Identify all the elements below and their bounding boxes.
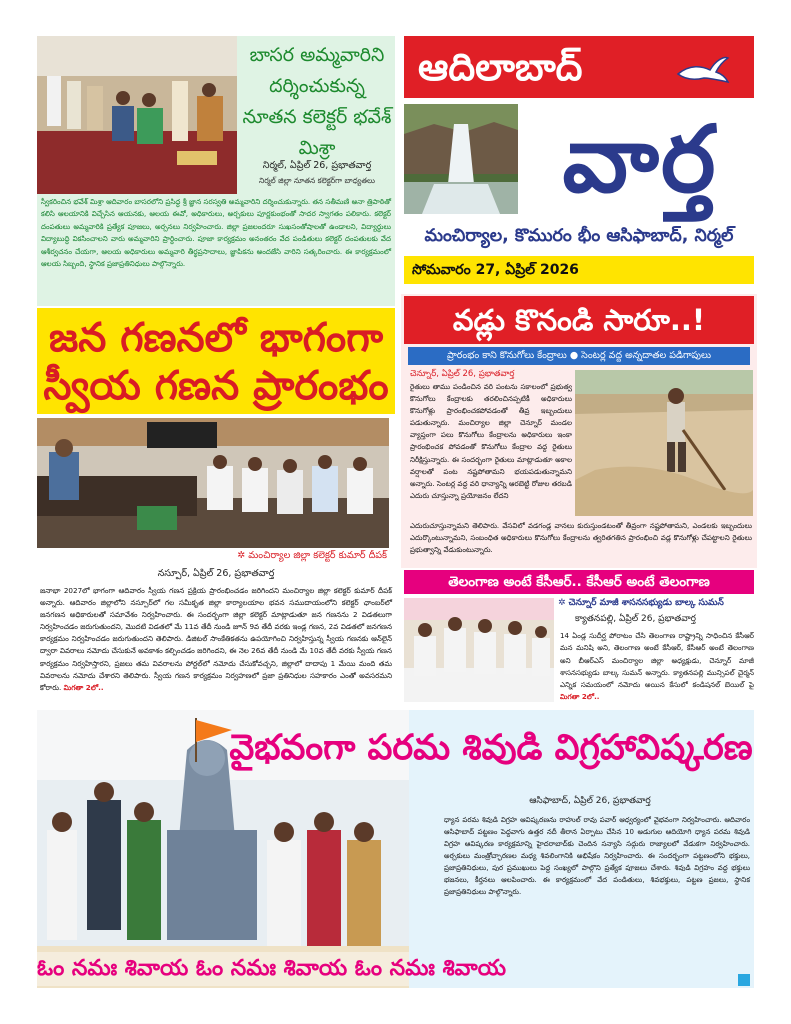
- basara-photo: [37, 36, 237, 194]
- basara-body: స్వీకరించిన భవేశ్ మిశ్రా ఆదివారం బాసరలోని ప్రసిద్ధ శ్రీ జ్ఞాన సరస్వతి అమ్మవారిని దర్శించుకున్నారు. తన సతీమణి అనా త్రిపాఠితో కలిసి ఆలయానికి విచ్చేసిన ఆయనకు, ఆలయ ఈవో, అధికారులు, అర్చకులు పూర్ణకుంభంతో సాదర స్వాగతం పలికారు. కలెక్టర్ దంపతులు అమ్మవారికి ప్రత్యేక పూజలు, అర్చనలు నిర్వహించారు. జిల్లా ప్రజలందరూ సుఖసంతోషాలతో ఉండాలని, విద్యార్థులు విద్యాబుద్ధి వికసించాలని వారు అమ్మవారిని ప్రార్థించారు. పూజా కార్యక్రమం అనంతరం వేద పండితులు కలెక్టర్ దంపతులకు వేద ఆశీర్వచనం చేయగా, ఆలయ అధికారులు అమ్మవారి తీర్థప్రసాదాలు, జ్ఞాపికను అందజేసి వారిని సత్కరించారు. ఈ కార్యక్రమంలో ఆలయ సిబ్బంది, స్థానిక ప్రజాప్రతినిధులు పాల్గొన్నారు.: [41, 197, 391, 269]
- telangana-headline: తెలంగాణ అంటే కేసీఆర్.. కేసీఆర్ అంటే తెలంగాణ: [404, 570, 754, 594]
- telangana-body-text: 14 ఏండ్ల సుదీర్ఘ పోరాటం చేసి తెలంగాణ రాష్ట్రాన్ని సాధించిన కేసీఆర్ మన మనిషి అని, తెలంగాణ అంటే కేసీఆర్, కేసీఆర్ అంటే తెలంగాణ అని బీఆర్ఎస్ మంచిర్యాల జిల్లా అధ్యక్షుడు, చెన్నూర్ మాజీ శాసనసభ్యుడు బాల్క సుమన్ అన్నారు. క్యాతనపల్లి మున్సిపల్ చైర్మన్ ఎన్నిక సమయంలో నమోదు అయిన కేసులో కండిషనల్ బెయిల్ పై: [560, 631, 754, 690]
- masthead-districts: మంచిర్యాల, కొమురం భీం ఆసిఫాబాద్, నిర్మల్: [424, 226, 734, 246]
- end-mark: [738, 974, 750, 986]
- basara-headline: బాసర అమ్మవారిని దర్శించుకున్న నూతన కలెక్టర్ భవేశ్ మిశ్రా: [242, 44, 392, 159]
- masthead-waterfall-photo: [404, 104, 518, 214]
- paddy-body: రైతులు తాము పండించిన వరి పంటను సకాలంలో ప్రభుత్వ కొనుగోలు కేంద్రాలకు తరలించినప్పటికీ అధికారులు కొనుగోళ్లు ప్రారంభించకపోవడంతో తీవ్ర ఇబ్బందులు పడుతున్నారు. మంచిర్యాల జిల్లా చెన్నూర్ మండల వ్యాప్తంగా పలు కొనుగోలు కేంద్రాలను అధికారులు ఇంకా ప్రారంభించక పోవడంతో కొనుగోలు కేంద్రాల వద్ద రైతులు నిరీక్షిస్తున్నారు. ఈ సందర్భంగా రైతులు మాట్లాడుతూ అకాల వర్షాలతో పంట నష్టపోతామని భయపడుతున్నామని అన్నారు. సెంటర్ల వద్ద వరి ధాన్యాన్ని ఆరబెట్టి రోజుల తరబడి ఎదురు చూస్తున్నా ప్రయోజనం లేదని: [410, 382, 572, 500]
- census-caption: ✲ మంచిర్యాల జిల్లా కలెక్టర్ కుమార్ దీపక్: [237, 550, 387, 561]
- paddy-dateline: చెన్నూర్, ఏప్రిల్ 26, ప్రభాతవార్త: [410, 369, 515, 379]
- masthead-date: సోమవారం 27, ఏప్రిల్ 2026: [404, 256, 754, 284]
- shiva-body: ధ్యాన పరమ శివుడి విగ్రహ ఆవిష్కరణను రాహుల్ రావు పవార్ ఆధ్వర్యంలో వైభవంగా నిర్వహించారు. ఆదివారం ఆసిఫాబాద్ పట్టణం పెద్దవాగు ఉత్తర నదీ తీరాన ఏర్పాటు చేసిన 10 అడుగుల ఆదియోగి ధ్యాన పరమ శివుడి విగ్రహ ఆవిష్కరణ కార్యక్రమాన్ని హైదరాబాద్‌కు చెందిన సన్యాసి సద్గురు రాజ్యాలలో వేడుకగా నిర్వహించారు. అర్చకులు మంత్రోచ్ఛారణల మధ్య శివలింగానికి అభిషేకం నిర్వహించారు. ఈ సందర్భంగా పట్టణంలోని భక్తులు, ప్రజాప్రతినిధులు, పుర ప్రముఖులు పెద్ద సంఖ్యలో పాల్గొని ప్రత్యేక పూజలు చేశారు. శివుడి విగ్రహం వద్ద భక్తులు భజనలు, కీర్తనలు ఆలపించారు. ఈ కార్యక్రమంలో వేద పండితులు, శివభక్తులు, పట్టణ ప్రజలు, స్థానిక ప్రజాప్రతినిధులు పాల్గొన్నారు.: [444, 816, 750, 896]
- paddy-body-continued: ఎదురుచూస్తున్నామని తెలిపారు. వేసవిలో వడగండ్ల వానలు కురుస్తుండటంతో తీవ్రంగా నష్టపోతామని, ఎండలకు ఇబ్బందులు ఎదుర్కొంటున్నామని, సంబంధిత అధికారులు కొనుగోలు కేంద్రాలను త్వరితగతిన ప్రారంభించి వడ్ల కొనుగోళ్లు చేపట్టాలని రైతులు ప్రభుత్వాన్ని వేడుకుంటున్నారు.: [410, 521, 752, 555]
- basara-story: [37, 36, 395, 306]
- dove-icon: [676, 54, 730, 88]
- shiva-dateline: ఆసిఫాబాద్, ఏప్రిల్ 26, ప్రభాతవార్త: [529, 796, 651, 806]
- basara-caption: నిర్మల్ జిల్లా నూతన కలెక్టర్‌గా బాధ్యతలు: [259, 176, 375, 185]
- census-headline: జన గణనలో భాగంగా స్వీయ గణన ప్రారంభం: [37, 308, 395, 414]
- telangana-photo: [404, 598, 554, 702]
- shiva-chant-strip: ఓం నమః శివాయ ఓం నమః శివాయ ఓం నమః శివాయ: [37, 952, 409, 986]
- census-body-text: జనాభా 2027లో భాగంగా ఆదివారం స్వీయ గణన ప్రక్రియ ప్రారంభించడం జరిగిందని మంచిర్యాల జిల్లా కలెక్టర్ కుమార్ దీపక్ అన్నారు. ఆదివారం జిల్లాలోని నస్పూర్‌లో గల సమీకృత జిల్లా కార్యాలయాల భవన సముదాయంలోని కలెక్టర్ ఛాంబర్‌లో జనగణన అధికారులతో సమావేశం నిర్వహించారు. ఈ సందర్భంగా జిల్లా కలెక్టర్ మాట్లాడుతూ జన గణనను 2 విడతలుగా నిర్వహించడం జరుగుతుందని, మొదటి విడతలో మే 11వ తేదీ నుండి జూన్ 9వ తేదీ వరకు ఇండ్ల గణన, 2వ విడతలో జనగణన కార్యక్రమం నిర్వహించడం జరుగుతుందని తెలిపారు. డిజిటల్ సాంకేతికతను ఉపయోగించి నిర్వహిస్తున్న స్వీయ గణనకు ఆన్‌లైన్ ద్వారా వివరాలు నమోదు చేసుకునే అవకాశం కల్పించడం జరిగిందని, ఈ నెల 26వ తేదీ నుండి మే 10వ తేదీ వరకు స్వీయ గణన కార్యక్రమం నిర్వహిస్తారని, ప్రజలు తమ వివరాలను పోర్టల్‌లో నమోదు చేసుకోవచ్చని, జిల్లాలో దాదాపు 1 మేయి మంది తమ వివరాలను నమోదు చేశారని తెలిపారు. స్వీయ గణన కార్యక్రమం నిర్వహణలో ప్రజా ప్రతినిధుల సహకారం ఎంతో అవసరమని కోరారు.: [40, 586, 392, 692]
- census-body: [40, 585, 392, 694]
- masthead-brand: వార్త: [562, 106, 718, 213]
- shiva-headline: వైభవంగా పరమ శివుడి విగ్రహావిష్కరణ: [229, 727, 753, 768]
- census-dateline: నస్పూర్, ఏప్రిల్ 26, ప్రభాతవార్త: [157, 568, 275, 579]
- telangana-more-link[interactable]: మిగతా 2లో..: [560, 692, 600, 702]
- telangana-caption: ✲ చెన్నూర్ మాజీ శాసనసభ్యుడు బాల్క సుమన్: [558, 598, 724, 608]
- basara-dateline: నిర్మల్, ఏప్రిల్ 26, ప్రభాతవార్త: [262, 160, 372, 171]
- paddy-photo: [575, 370, 753, 516]
- telangana-dateline: క్యాతనపల్లి, ఏప్రిల్ 26, ప్రభాతవార్త: [575, 614, 696, 624]
- census-photo: [37, 418, 389, 548]
- paddy-subhead: ప్రారంభం కాని కొనుగోలు కేంద్రాలు ● సెంటర్ల వద్ద అన్నదాతల పడిగాపులు: [408, 347, 750, 365]
- masthead-name: ఆదిలాబాద్: [404, 36, 754, 98]
- paddy-headline: వడ్లు కొనండి సారూ..!: [404, 296, 754, 344]
- census-more-link[interactable]: మిగతా 2లో..: [63, 682, 104, 692]
- telangana-body: [560, 630, 754, 704]
